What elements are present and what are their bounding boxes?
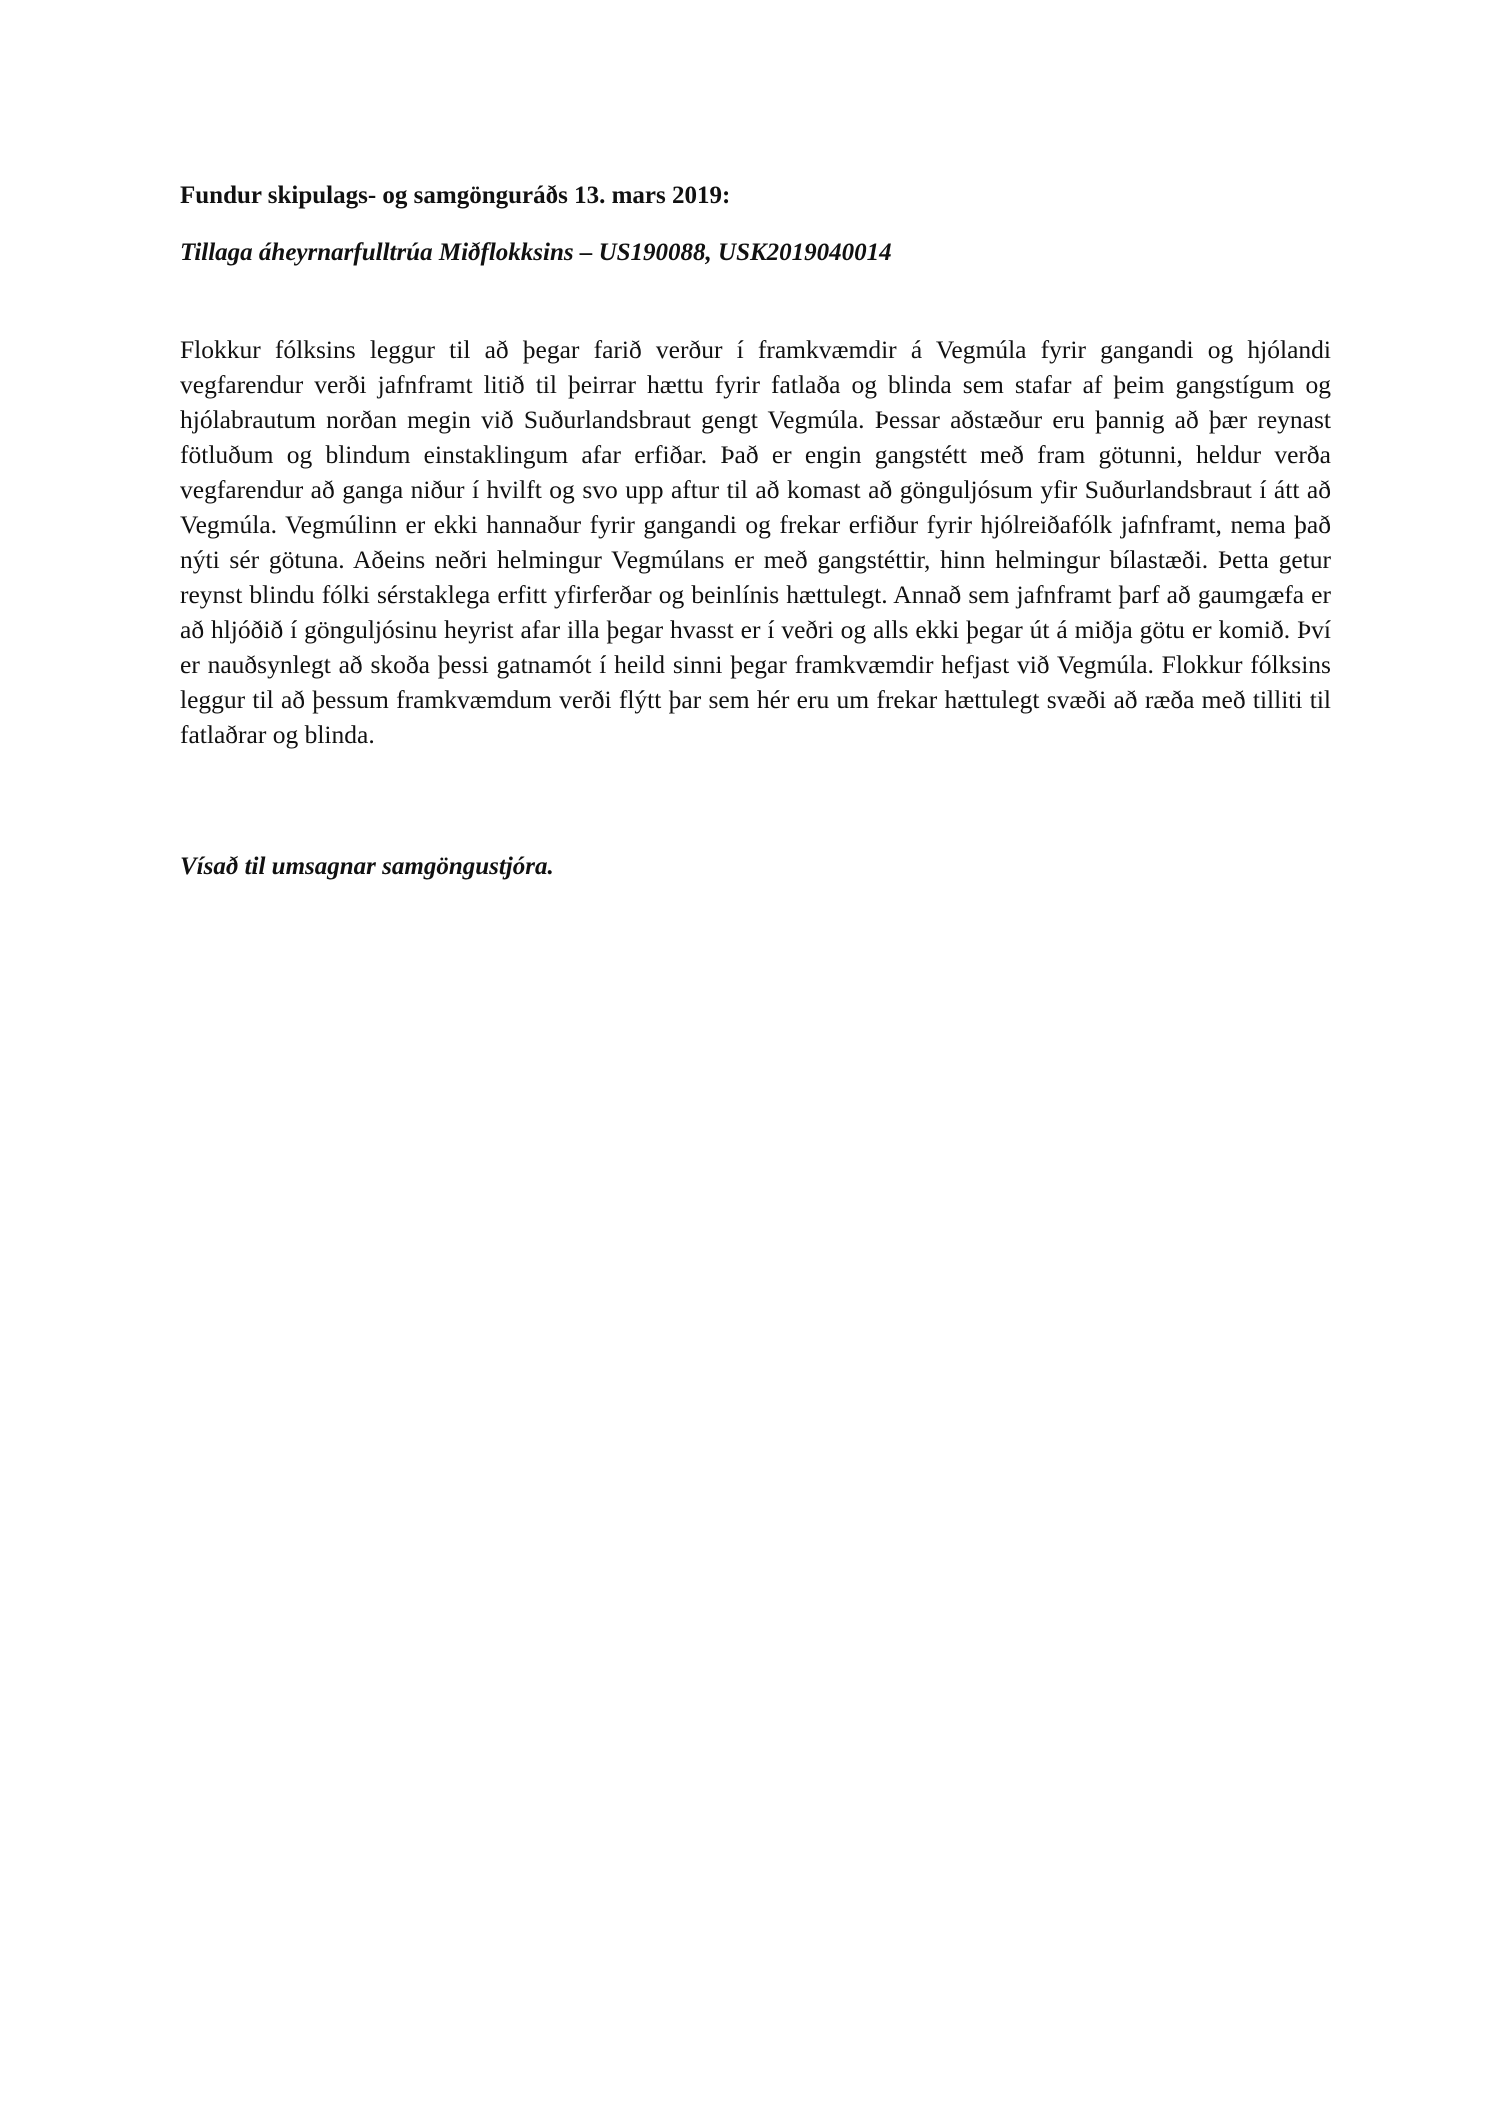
meeting-heading: Fundur skipulags- og samgönguráðs 13. mars 2019: xyxy=(180,182,731,209)
proposal-body: Flokkur fólksins leggur til að þegar farið verður í framkvæmdir á Vegmúla fyrir gangandi og hjólandi vegfarendur verði jafnframt litið til þeirrar hættu fyrir fatlaða og blinda sem stafar af þeim gangstígum og hjólabrautum norðan megin við Suðurlandsbraut gengt Vegmúla. Þessar aðstæður eru þannig að þær reynast fötluðum og blindum einstaklingum afar erfiðar. Það er engin gangstétt með fram götunni, heldur verða vegfarendur að ganga niður í hvilft og svo upp aftur til að komast að gönguljósum yfir Suðurlandsbraut í átt að Vegmúla. Vegmúlinn er ekki hannaður fyrir gangandi og frekar erfiður fyrir hjólreiðafólk jafnframt, nema það nýti sér götuna. Aðeins neðri helmingur Vegmúlans er með gangstéttir, hinn helmingur bílastæði. Þetta getur reynst blindu fólki sérstaklega erfitt yfirferðar og beinlínis hættulegt. Annað sem jafnframt þarf að gaumgæfa er að hljóðið í gönguljósinu heyrist afar illa þegar hvasst er í veðri og alls ekki þegar út á miðja götu er komið. Því er nauðsynlegt að skoða þessi gatnamót í heild sinni þegar framkvæmdir hefjast við Vegmúla. Flokkur fólksins leggur til að þessum framkvæmdum verði flýtt þar sem hér eru um frekar hættulegt svæði að ræða með tilliti til fatlaðrar og blinda. xyxy=(180,335,1331,749)
proposal-title: Tillaga áheyrnarfulltrúa Miðflokksins – US190088, USK2019040014 xyxy=(180,239,892,266)
decision-text: Vísað til umsagnar samgöngustjóra. xyxy=(180,853,554,880)
